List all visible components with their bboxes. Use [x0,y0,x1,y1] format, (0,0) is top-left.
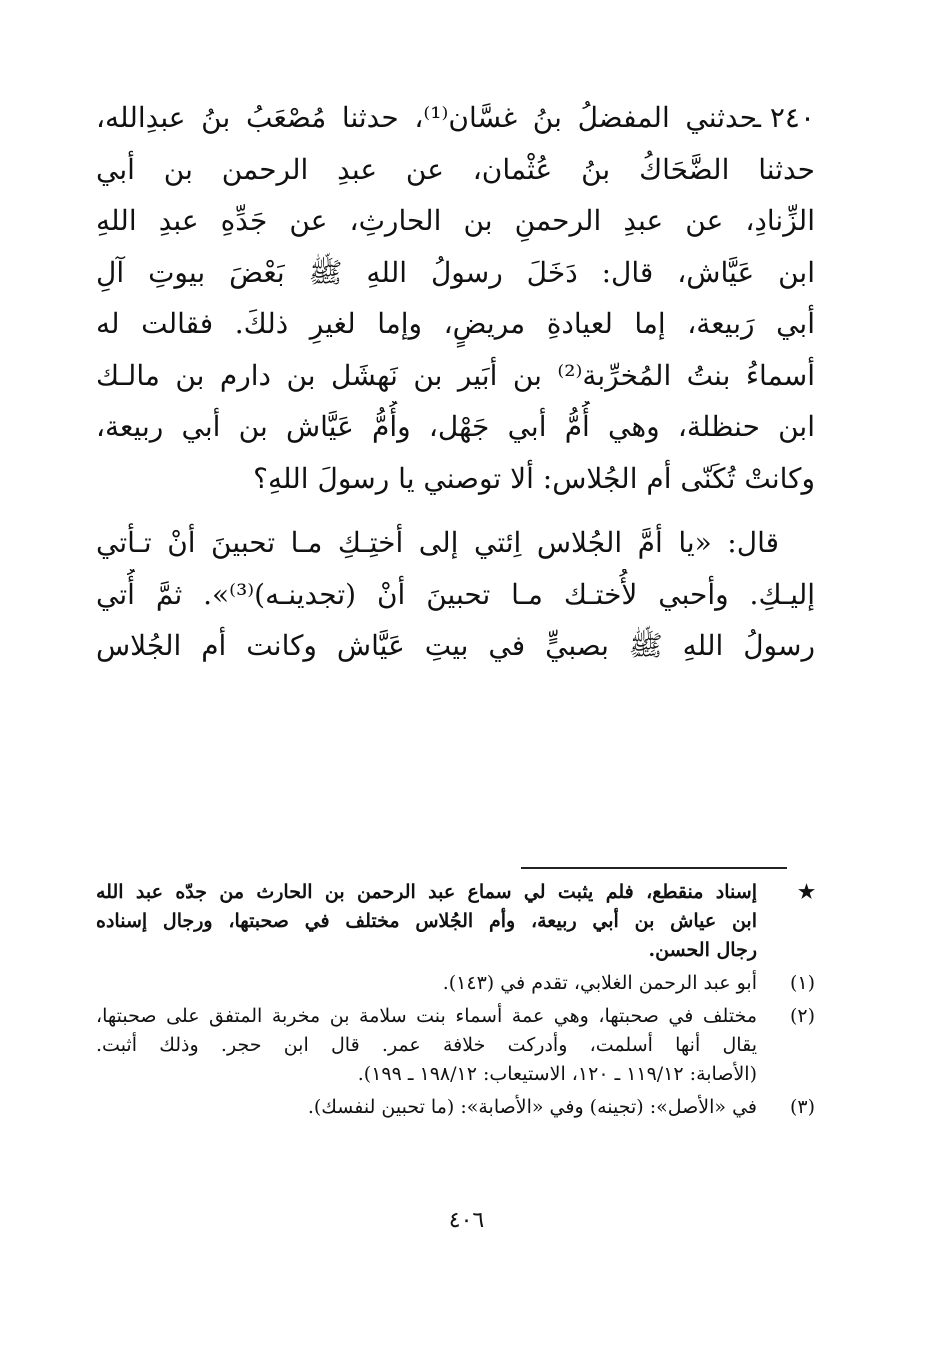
footnote-marker: ★ [797,881,815,903]
hadith-text [96,92,815,504]
hadith-line: حدثنا الضَّحَاكُ بنُ عُثْمان، عن عبدِ الرحمن بن أبي [96,152,815,186]
footnote-line: يقال أنها أسلمت، وأدركت خلافة عمر. قال ابن حجر. وذلك أثبت. [96,1034,757,1056]
footnotes [96,878,815,1126]
hadith-line: أبي رَبيعة، إما لعيادةِ مريضٍ، وإما لغيرِ ذلكَ. فقالت له [96,307,815,340]
hadith-line: أسماءُ بنتُ المُخرِّبة⁽²⁾ بن أبَير بن نَهشَل بن دارم بن مالـك [96,358,815,392]
footnote-line: رجال الحسن. [648,939,757,961]
footnote-line: (الأصابة: ١١٩/١٢ ـ ١٢٠، الاستيعاب: ١٩٨/١٢ ـ ١٩٩). [357,1063,757,1085]
footnote-2 [96,1002,815,1089]
footnote-line: أبو عبد الرحمن الغلابي، تقدم في (١٤٣). [442,972,757,994]
footnote-star [96,878,815,965]
hadith-line: ابن حنظلة، وهي أُمُّ أبي جَهْل، وأُمُّ عَيَّاش بن أبي ربيعة، [96,410,815,443]
hadith-line: حدثني المفضلُ بنُ غسَّان⁽¹⁾، حدثنا مُصْعَبُ بنُ عبدِالله، [96,101,758,134]
second-paragraph [96,517,815,672]
footnote-line: ابن عياش بن أبي ربيعة، وأم الجُلاس مختلف في صحبتها، ورجال إسناده [96,910,757,932]
footnote-marker: (٣) [789,1096,815,1118]
paragraph-line: رسولُ اللهِ ﷺ بصبيٍّ في بيتِ عَيَّاش وكانت أم الجُلاس [96,629,815,662]
hadith-line: وكانتْ تُكَنّى أم الجُلاس: ألا توصني يا رسولَ اللهِ؟ [253,461,815,495]
hadith-line: الزِّنادِ، عن عبدِ الرحمنِ بن الحارثِ، عن جَدِّهِ عبدِ اللهِ [96,204,815,237]
footnote-marker: (١) [789,972,815,994]
footnote-line: إسناد منقطع، فلم يثبت لي سماع عبد الرحمن بن الحارث من جدّه عبد الله [96,881,757,903]
paragraph-line: إليـكِ. وأحبي لأُختـك مـا تحبينَ أنْ (تجدينـه)⁽³⁾». ثمَّ أُتي [96,577,815,611]
footnote-1 [96,969,815,998]
footnote-divider [521,867,787,869]
page-number: ٤٠٦ [448,1208,485,1233]
hadith-number: ٢٤٠ ـ [752,101,815,134]
footnote-marker: (٢) [789,1005,815,1027]
paragraph-line: قال: «يا أمَّ الجُلاس اِئتي إلى أختِـكِ مـا تحبينَ أنْ تـأتي [96,526,779,559]
footnote-3 [96,1093,815,1122]
footnote-line: مختلف في صحبتها، وهي عمة أسماء بنت سلامة بن مخربة المتفق على صحبتها، [96,1005,757,1027]
footnote-line: في «الأصل»: (تجينه) وفي «الأصابة»: (ما تحبين لنفسك). [307,1096,757,1118]
hadith-line: ابن عَيَّاش، قال: دَخَلَ رسولُ اللهِ ﷺ بَعْضَ بيوتِ آلِ [96,255,815,289]
